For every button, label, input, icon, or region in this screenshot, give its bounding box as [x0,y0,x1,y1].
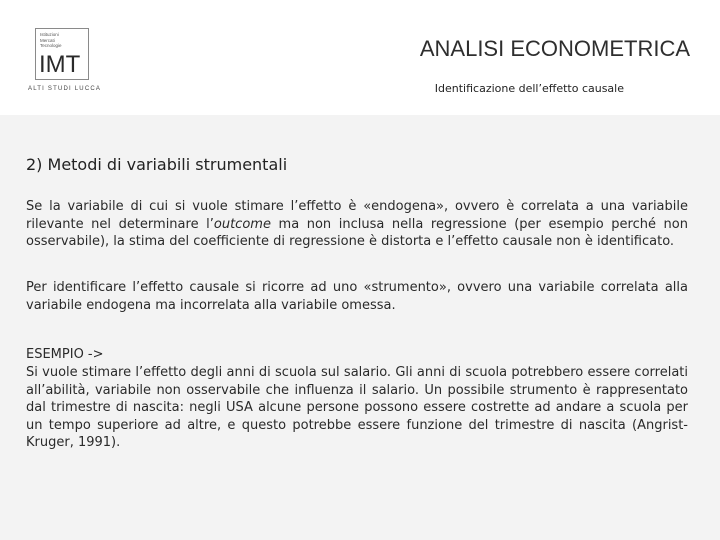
example-label: ESEMPIO -> [26,347,104,362]
imt-logo [35,28,89,80]
logo-line-3: Tecnologie [40,43,62,48]
outcome-term: outcome [213,216,271,232]
slide-content [0,115,720,540]
slide-header [0,0,720,115]
slide-title: ANALISI ECONOMETRICA [419,36,690,61]
paragraph-1-text-b: ma non inclusa nella regressione (per esempio perché non osservabile), la stima del coefficiente di regressione è distorta e l’effetto causale non è identificato. [26,216,688,249]
example-text: Si vuole stimare l’effetto degli anni di scuola sul salario. Gli anni di scuola potrebbero essere correlati all’abilità, variabile non osservabile che influenza il salario. Un possibile strumento è rappresentato dal trimestre di nascita: negli USA alcune persone possono essere costrette ad andare a scuola per un tempo superiore ad altre, e questo potrebbe essere funzione del trimestre di nascita (Angrist-Kruger, 1991). [26,365,688,450]
logo-line-1: Istituzioni [40,32,59,37]
logo-subtitle: ALTI STUDI LUCCA [28,86,102,92]
paragraph-instrument: Per identificare l’effetto causale si ricorre ad uno «strumento», ovvero una variabile correlata alla variabile endogena ma incorrelata alla variabile omessa. [26,280,688,313]
section-heading: 2) Metodi di variabili strumentali [26,155,288,174]
logo-mark: IMT [39,51,81,78]
paragraph-1-text-a: Se la variabile di cui si vuole stimare l’effetto è «endogena», ovvero è correlata a una variabile rilevante nel determinare l’ [26,199,688,232]
paragraph-endogeneity [26,198,688,251]
slide-subtitle: Identificazione dell’effetto causale [434,82,624,95]
logo-line-2: Mercati [40,37,55,43]
